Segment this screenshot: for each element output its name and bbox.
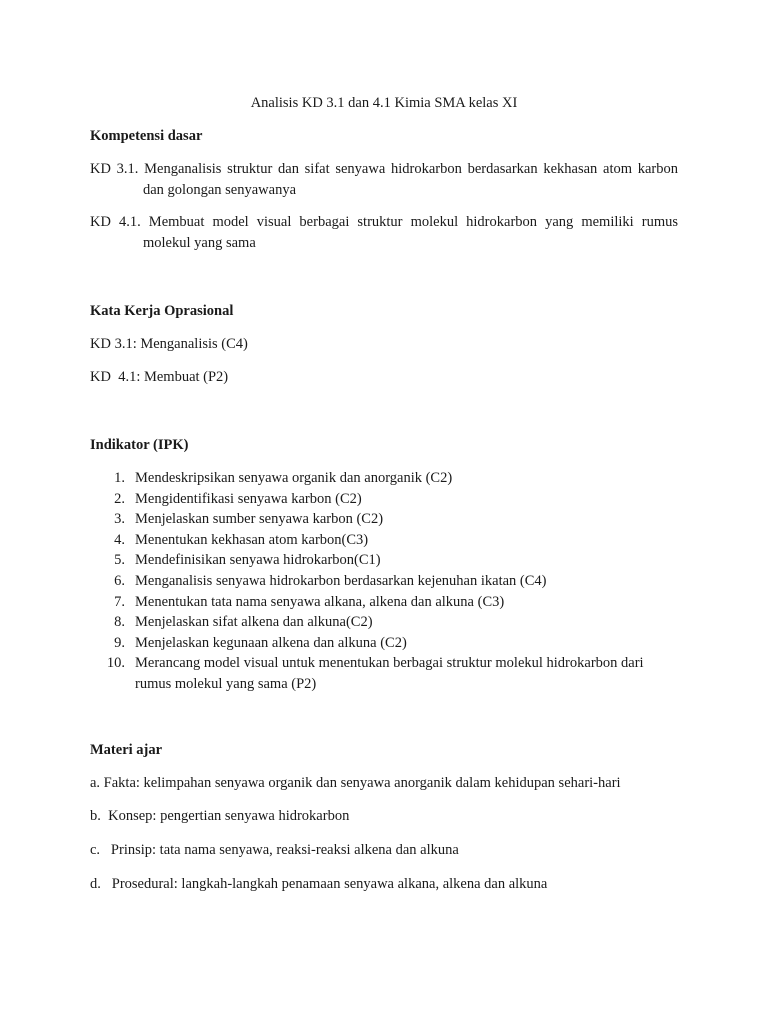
- list-item: [90, 550, 690, 571]
- list-text: Menjelaskan sifat alkena dan alkuna(C2): [135, 614, 373, 631]
- list-item: [90, 571, 690, 592]
- kd-3-1-line2: dan golongan senyawanya: [143, 182, 297, 198]
- materi-prinsip: c. Prinsip: tata nama senyawa, reaksi-reaksi alkena dan alkuna: [90, 842, 459, 858]
- list-text: Menjelaskan sumber senyawa karbon (C2): [135, 511, 384, 528]
- kd-3-1-line1: KD 3.1. Menganalisis struktur dan sifat senyawa hidrokarbon berdasarkan kekhasan atom karbon: [90, 161, 678, 177]
- list-text-continuation: rumus molekul yang sama (P2): [135, 675, 317, 692]
- list-item: [90, 509, 690, 530]
- list-text: Menentukan kekhasan atom karbon(C3): [135, 531, 369, 548]
- list-number: 8.: [114, 614, 125, 631]
- list-text: Merancang model visual untuk menentukan berbagai struktur molekul hidrokarbon dari: [135, 655, 644, 672]
- list-number: 9.: [114, 634, 125, 651]
- list-number: 10.: [106, 655, 125, 672]
- list-item: [90, 530, 690, 551]
- kko-heading: Kata Kerja Oprasional: [90, 303, 234, 319]
- list-number: 4.: [114, 531, 125, 548]
- list-number: 5.: [114, 552, 125, 569]
- materi-konsep: b. Konsep: pengertian senyawa hidrokarbon: [90, 808, 350, 824]
- materi-prosedural: d. Prosedural: langkah-langkah penamaan senyawa alkana, alkena dan alkuna: [90, 876, 548, 892]
- list-item: [90, 489, 690, 510]
- document-title: Analisis KD 3.1 dan 4.1 Kimia SMA kelas XI: [250, 95, 518, 111]
- list-number: 7.: [114, 593, 125, 610]
- list-text: Menentukan tata nama senyawa alkana, alkena dan alkuna (C3): [135, 593, 505, 610]
- kd-4-1-line2: molekul yang sama: [143, 235, 256, 251]
- list-number: 1.: [114, 470, 125, 486]
- indikator-heading: Indikator (IPK): [90, 437, 189, 453]
- list-number: 2.: [114, 490, 125, 507]
- list-text: Menjelaskan kegunaan alkena dan alkuna (C2): [135, 634, 407, 651]
- list-item: [90, 468, 690, 489]
- list-text: Mendefinisikan senyawa hidrokarbon(C1): [135, 552, 381, 569]
- kompetensi-heading: Kompetensi dasar: [90, 128, 203, 144]
- materi-heading: Materi ajar: [90, 742, 163, 758]
- list-item: [90, 653, 690, 694]
- list-number: 6.: [114, 572, 125, 589]
- list-item: [90, 633, 690, 654]
- kd-3-1-paragraph: [90, 159, 678, 201]
- kd-4-1-line1: KD 4.1. Membuat model visual berbagai struktur molekul hidrokarbon yang memiliki rumus: [90, 214, 678, 230]
- list-number: 3.: [114, 511, 125, 528]
- kko-kd-4-1: KD 4.1: Membuat (P2): [90, 369, 229, 385]
- indikator-list: [90, 468, 690, 695]
- kko-kd-3-1: KD 3.1: Menganalisis (C4): [90, 336, 248, 352]
- list-text: Menganalisis senyawa hidrokarbon berdasarkan kejenuhan ikatan (C4): [135, 572, 547, 589]
- list-item: [90, 612, 690, 633]
- kd-4-1-paragraph: [90, 212, 678, 254]
- list-item: [90, 592, 690, 613]
- materi-fakta: a. Fakta: kelimpahan senyawa organik dan senyawa anorganik dalam kehidupan sehari-hari: [90, 775, 621, 791]
- list-text: Mengidentifikasi senyawa karbon (C2): [135, 490, 362, 507]
- list-text: Mendeskripsikan senyawa organik dan anorganik (C2): [135, 470, 453, 486]
